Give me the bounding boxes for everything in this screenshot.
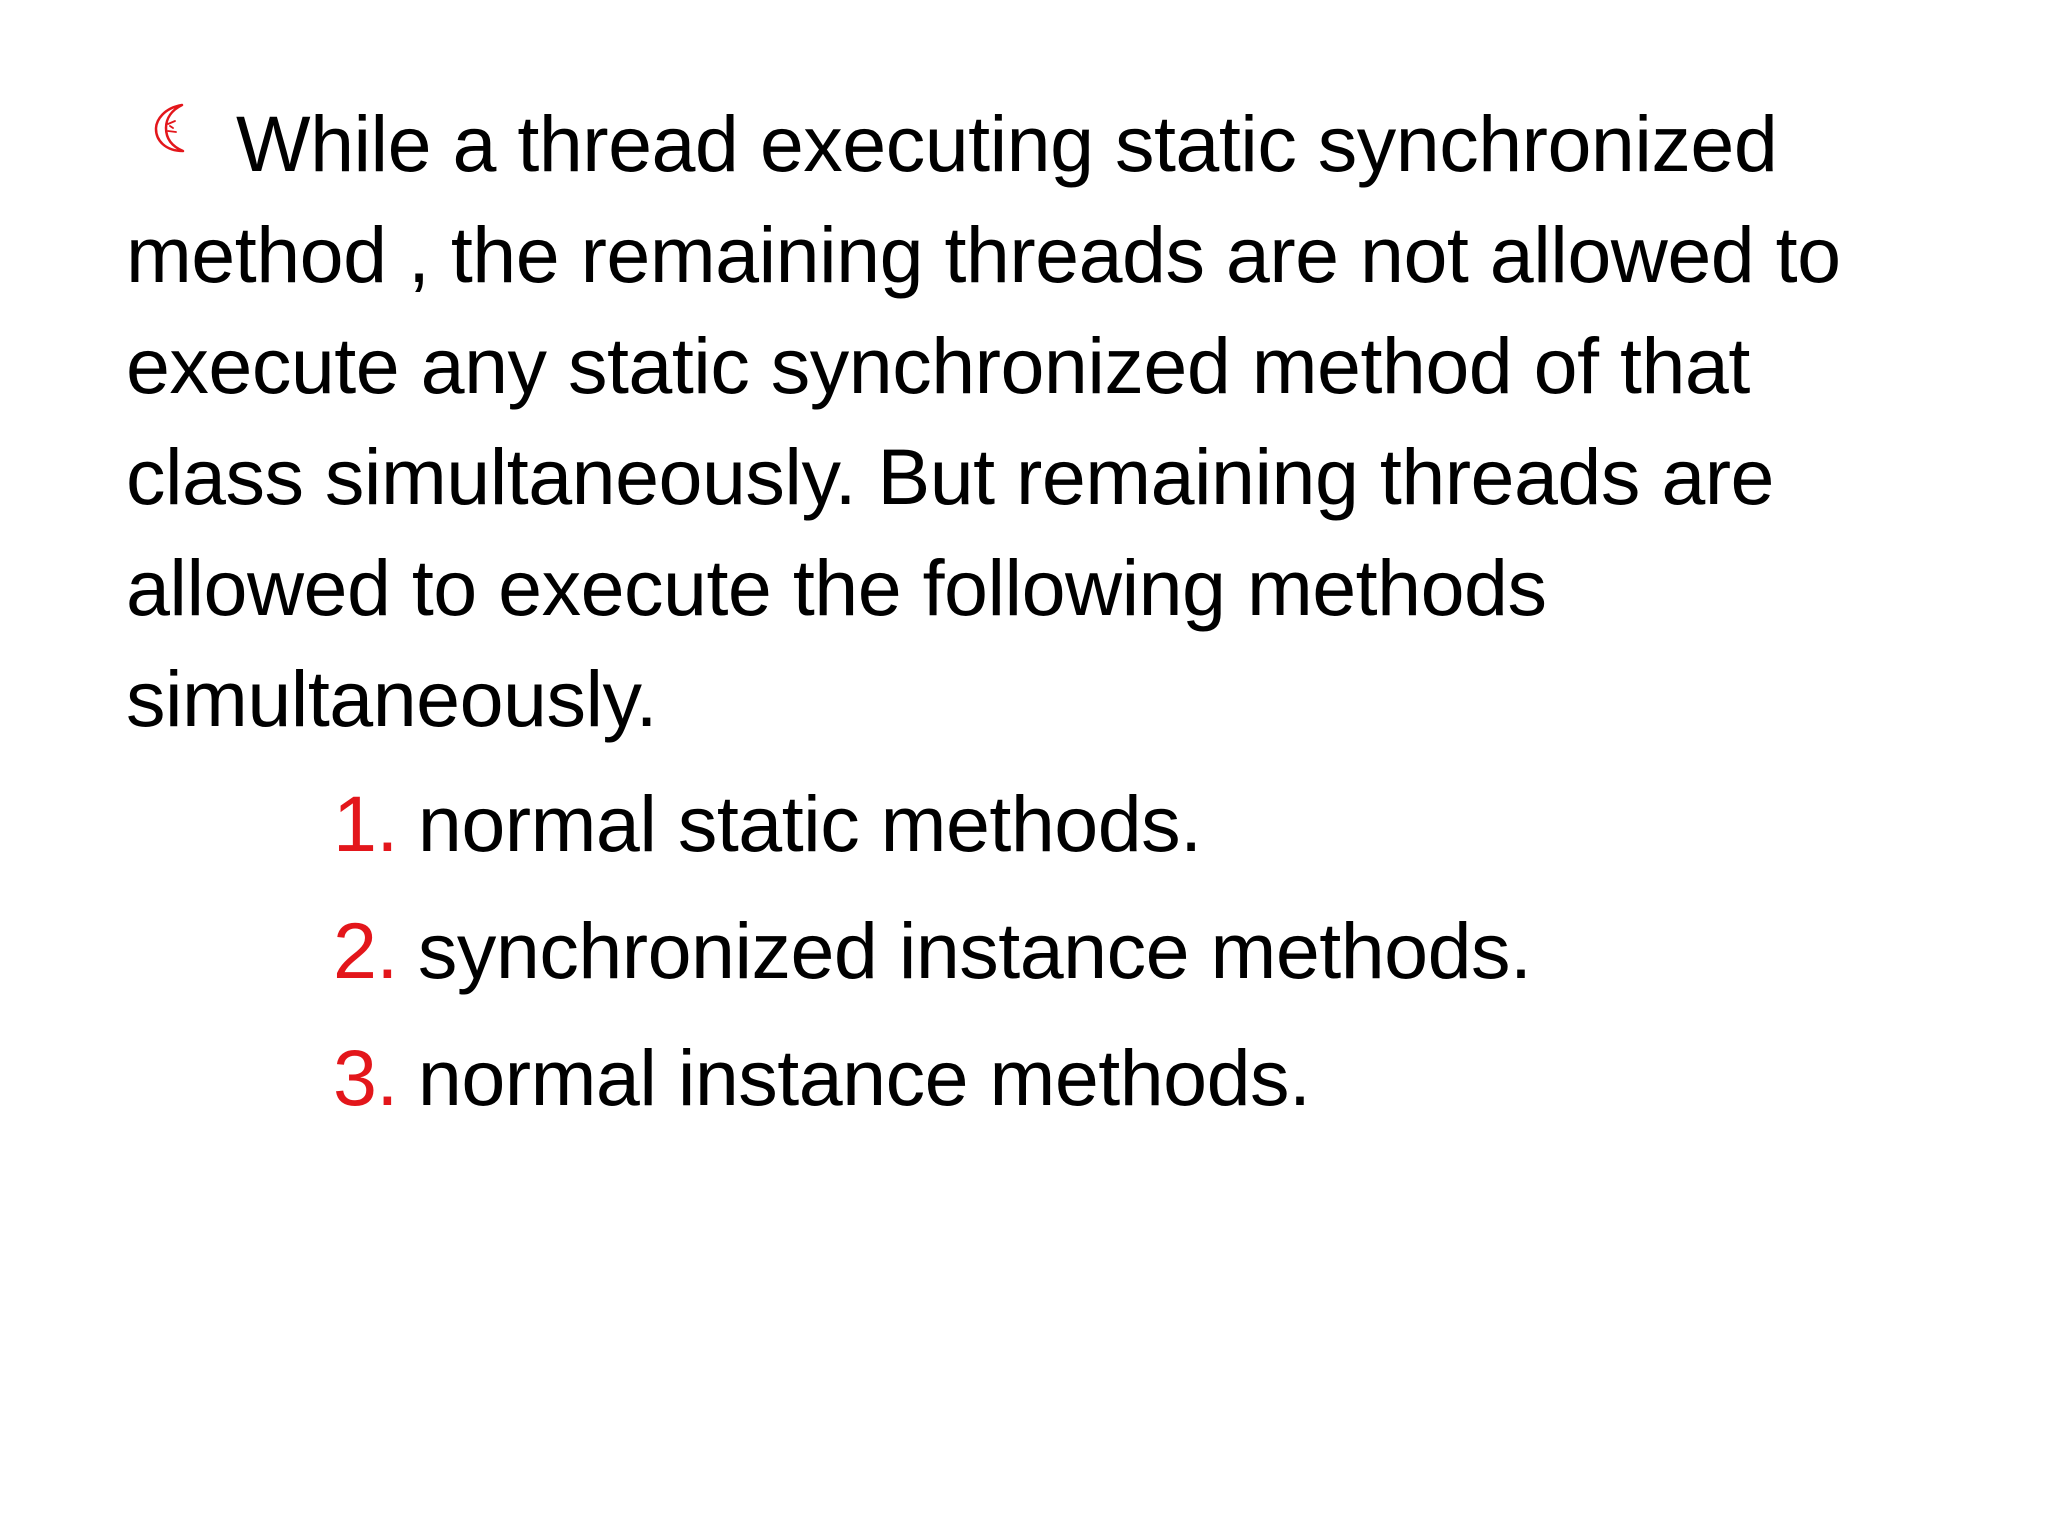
- main-paragraph: [126, 88, 1946, 754]
- list-item: [333, 1014, 1531, 1141]
- crescent-moon-icon: [126, 102, 236, 154]
- list-text: synchronized instance methods.: [417, 906, 1532, 995]
- list-text: normal instance methods.: [417, 1033, 1311, 1122]
- list-number: 3.: [333, 1033, 398, 1122]
- paragraph-text: While a thread executing static synchronized method , the remaining threads are not allowed to execute any static synchronized method of that class simultaneously. But remaining threads are allowed to execute the following methods simultaneously.: [126, 99, 1841, 743]
- method-list: [333, 760, 1531, 1141]
- list-text: normal static methods.: [417, 779, 1202, 868]
- list-item: [333, 887, 1531, 1014]
- list-number: 2.: [333, 906, 398, 995]
- list-number: 1.: [333, 779, 398, 868]
- list-item: [333, 760, 1531, 887]
